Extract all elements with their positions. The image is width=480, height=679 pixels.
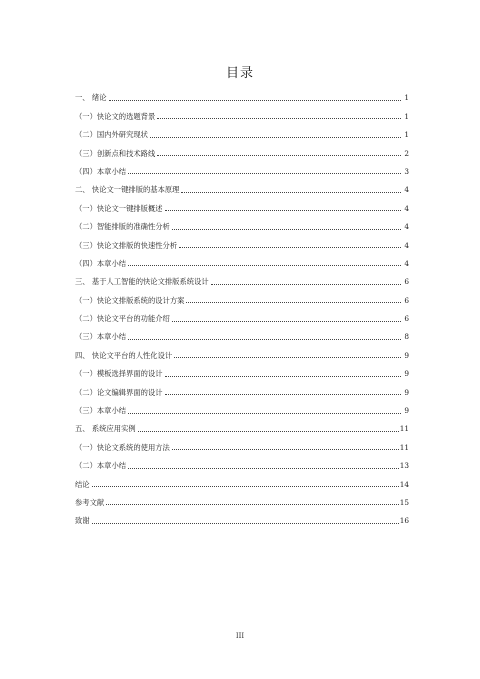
toc-leader [92,523,399,524]
toc-entry-label: （四）本章小结 [75,166,127,176]
toc-entry-label: 致谢 [75,516,90,526]
toc-entry-label: （一）模板选择界面的设计 [75,369,163,379]
toc-entry-page: 14 [399,479,409,489]
toc-leader [186,302,401,303]
toc-entry [75,341,409,359]
toc-leader [211,284,401,285]
toc-entry-page: 9 [404,369,409,379]
toc-entry-label: 一、 绪论 [75,93,107,103]
toc-entry-label: （二）本章小结 [75,461,127,471]
toc-entry [75,139,409,157]
toc-entry [75,507,409,525]
toc-entry-label: （三）创新点和技术路线 [75,148,156,158]
toc-entry [75,378,409,396]
toc-entry-label: 三、 基于人工智能的快论文排版系统设计 [75,277,209,287]
toc-entry-label: （一）快论文系统的使用方法 [75,442,170,452]
toc-entry-label: （二）国内外研究现状 [75,130,148,140]
table-of-contents [75,84,409,525]
toc-entry-page: 13 [399,461,409,471]
toc-entry-page: 3 [404,166,409,176]
toc-entry-label: （三）本章小结 [75,406,127,416]
toc-leader [172,229,401,230]
toc-entry [75,250,409,268]
toc-leader [128,339,401,340]
toc-leader [109,100,401,101]
toc-entry-label: （三）快论文排版的快速性分析 [75,240,178,250]
toc-entry-page: 1 [404,130,409,140]
toc-entry [75,102,409,120]
toc-entry-page: 1 [404,111,409,121]
toc-leader [157,155,401,156]
toc-entry-page: 4 [404,222,409,232]
toc-entry [75,433,409,451]
toc-title: 目录 [225,66,254,81]
toc-entry-label: （一）快论文一键排版概述 [75,203,163,213]
toc-entry-page: 4 [404,203,409,213]
toc-entry-label: （二）快论文平台的功能介绍 [75,314,170,324]
toc-entry-label: 参考文献 [75,497,105,507]
toc-entry [75,194,409,212]
toc-entry-page: 11 [399,442,409,452]
toc-leader [165,394,401,395]
toc-entry-label: （二）论文编辑界面的设计 [75,387,163,397]
toc-entry [75,121,409,139]
toc-entry-page: 6 [404,295,409,305]
toc-entry-page: 8 [404,332,409,342]
toc-entry-page: 11 [399,424,409,434]
toc-entry [75,360,409,378]
toc-entry-page: 6 [404,314,409,324]
toc-entry [75,323,409,341]
toc-leader [92,486,399,487]
toc-entry [75,176,409,194]
toc-leader [138,431,399,432]
toc-entry-label: （三）本章小结 [75,332,127,342]
toc-leader [157,118,401,119]
toc-leader [128,265,401,266]
toc-entry-page: 9 [404,406,409,416]
toc-leader [179,247,401,248]
page-number: III [235,632,245,640]
toc-leader [172,321,401,322]
toc-entry-page: 4 [404,240,409,250]
toc-entry [75,415,409,433]
toc-entry-label: （二）智能排版的准确性分析 [75,222,170,232]
toc-leader [172,449,399,450]
toc-leader [128,173,401,174]
toc-entry [75,268,409,286]
toc-entry [75,452,409,470]
toc-leader [150,137,401,138]
toc-entry [75,305,409,323]
toc-entry [75,213,409,231]
toc-entry [75,489,409,507]
toc-entry-label: 五、 系统应用实例 [75,424,136,434]
toc-entry-label: 结论 [75,479,90,489]
toc-leader [165,210,401,211]
toc-entry [75,470,409,488]
toc-entry [75,397,409,415]
toc-entry-page: 4 [404,185,409,195]
toc-leader [128,468,399,469]
toc-leader [174,357,401,358]
toc-entry [75,158,409,176]
toc-entry-label: （一）快论文的选题背景 [75,111,156,121]
toc-entry [75,84,409,102]
toc-entry-page: 2 [404,148,409,158]
toc-entry-label: （四）本章小结 [75,258,127,268]
toc-entry-label: （一）快论文排版系统的设计方案 [75,295,185,305]
toc-entry [75,231,409,249]
toc-entry-page: 1 [404,93,409,103]
toc-leader [128,413,401,414]
toc-entry-page: 6 [404,277,409,287]
toc-leader [106,504,399,505]
toc-entry-label: 二、 快论文一键排版的基本原理 [75,185,180,195]
toc-leader [165,376,401,377]
toc-entry-label: 四、 快论文平台的人性化设计 [75,350,173,360]
toc-entry-page: 9 [404,350,409,360]
toc-leader [181,192,401,193]
toc-entry-page: 16 [399,516,409,526]
toc-entry [75,286,409,304]
toc-entry-page: 15 [399,497,409,507]
toc-entry-page: 9 [404,387,409,397]
toc-entry-page: 4 [404,258,409,268]
